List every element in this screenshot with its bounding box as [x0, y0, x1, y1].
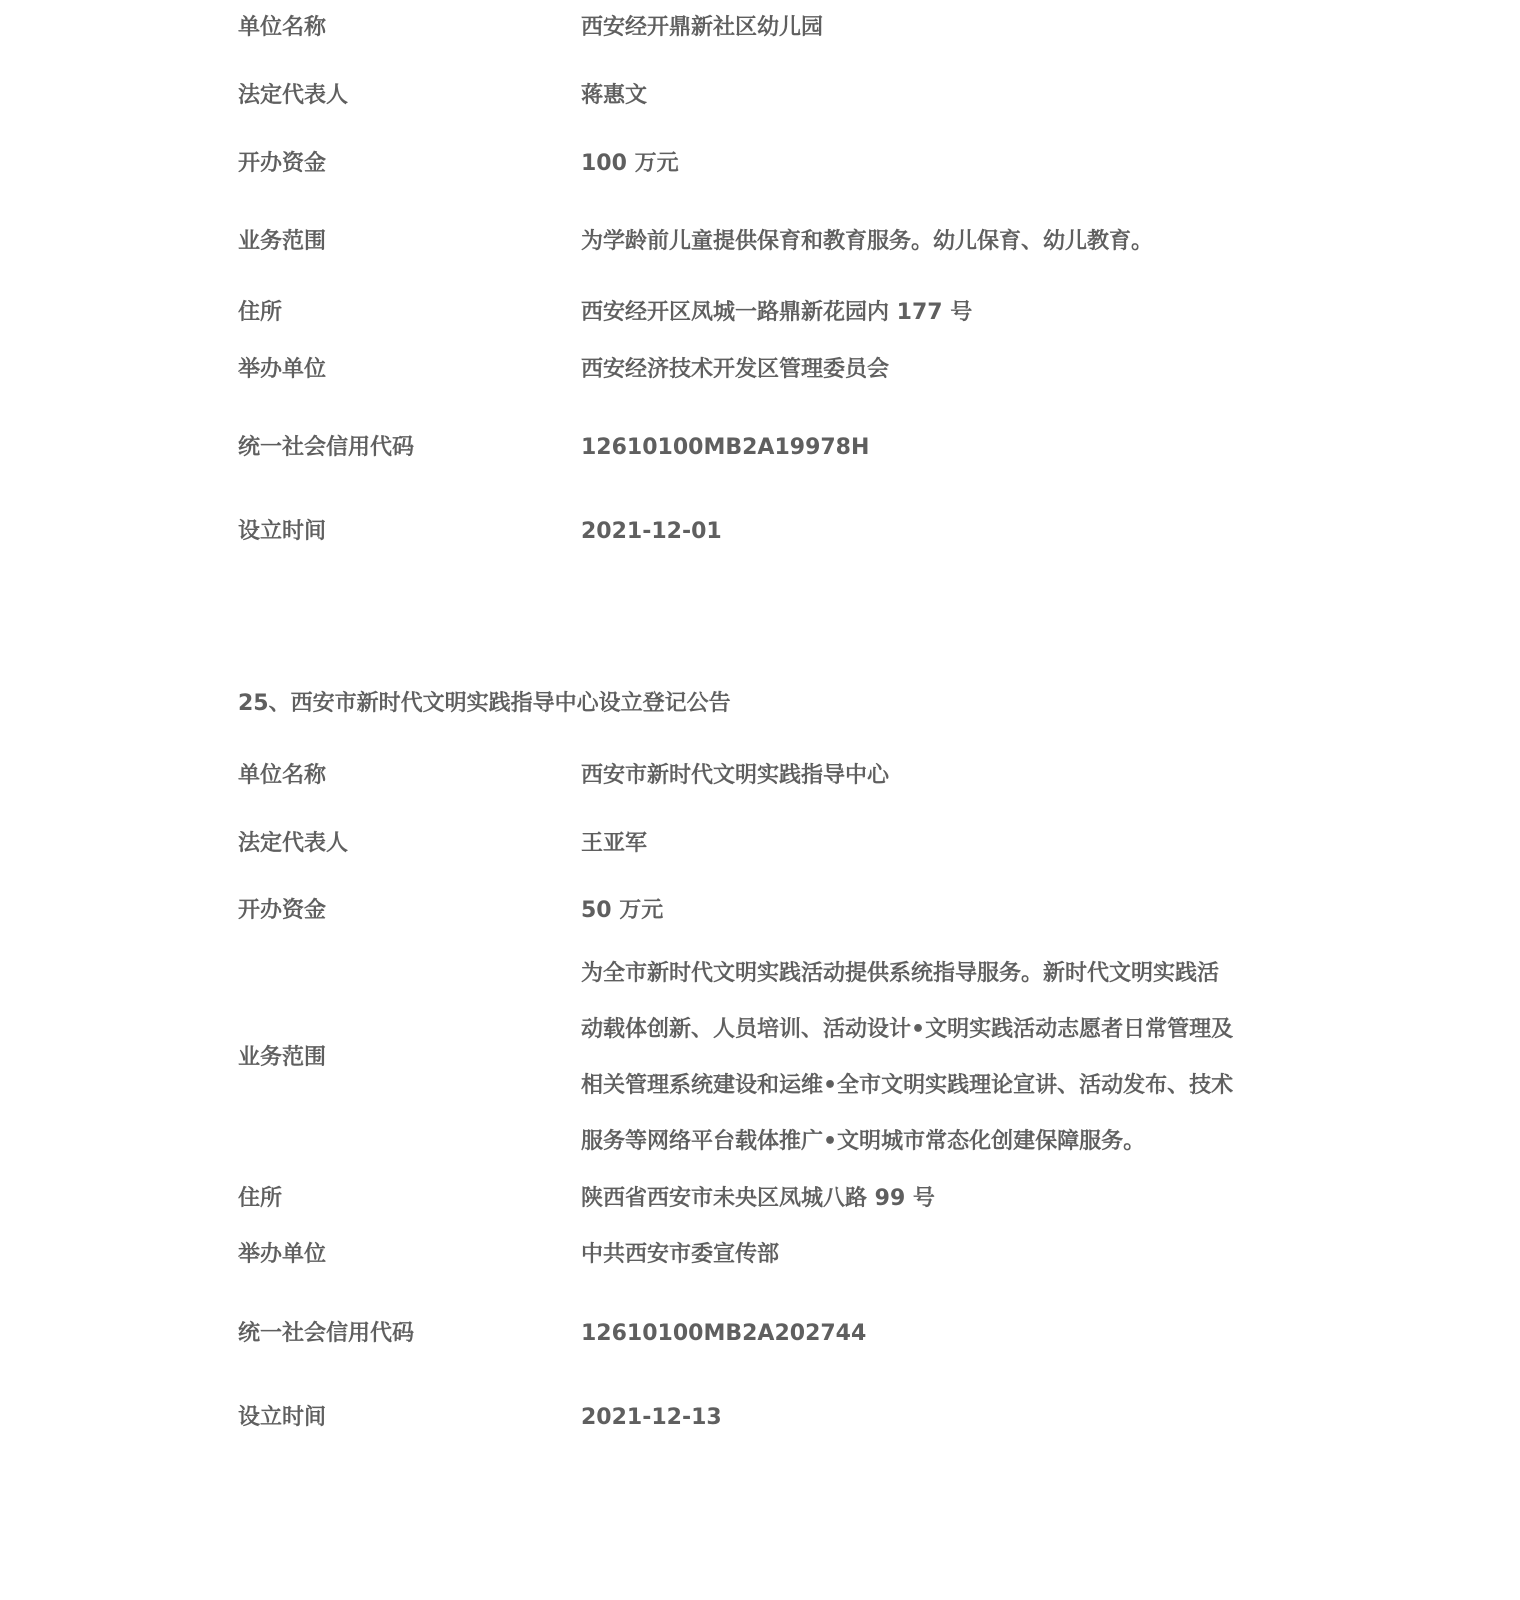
sponsor-value: 中共西安市委宣传部 — [581, 1242, 780, 1267]
address-value: 陕西省西安市未央区凤城八路 99 号 — [581, 1186, 935, 1211]
scope-label: 业务范围 — [238, 229, 327, 254]
legal-rep-value: 王亚军 — [581, 831, 648, 856]
credit-code-value: 12610100MB2A202744 — [581, 1321, 867, 1346]
credit-code-label: 统一社会信用代码 — [238, 1321, 415, 1346]
scope-line: 服务等网络平台载体推广•文明城市常态化创建保障服务。 — [581, 1129, 1146, 1154]
established-label: 设立时间 — [238, 1405, 327, 1430]
established-value: 2021-12-01 — [581, 519, 722, 544]
sponsor-label: 举办单位 — [238, 1242, 327, 1267]
funds-value: 100 万元 — [581, 151, 679, 176]
address-label: 住所 — [238, 1186, 283, 1211]
legal-rep-label: 法定代表人 — [238, 83, 349, 108]
unit-name-label: 单位名称 — [238, 15, 327, 40]
legal-rep-value: 蒋惠文 — [581, 83, 648, 108]
unit-name-value: 西安经开鼎新社区幼儿园 — [581, 15, 824, 40]
established-value: 2021-12-13 — [581, 1405, 722, 1430]
credit-code-label: 统一社会信用代码 — [238, 435, 415, 460]
established-label: 设立时间 — [238, 519, 327, 544]
unit-name-label: 单位名称 — [238, 763, 327, 788]
scope-label: 业务范围 — [238, 1045, 327, 1070]
scope-value: 为学龄前儿童提供保育和教育服务。幼儿保育、幼儿教育。 — [581, 229, 1154, 254]
sponsor-label: 举办单位 — [238, 357, 327, 382]
funds-label: 开办资金 — [238, 898, 327, 923]
address-label: 住所 — [238, 300, 283, 325]
unit-name-value: 西安市新时代文明实践指导中心 — [581, 763, 890, 788]
funds-label: 开办资金 — [238, 151, 327, 176]
scope-line: 为全市新时代文明实践活动提供系统指导服务。新时代文明实践活 — [581, 961, 1220, 986]
legal-rep-label: 法定代表人 — [238, 831, 349, 856]
funds-value: 50 万元 — [581, 898, 664, 923]
scope-line: 相关管理系统建设和运维•全市文明实践理论宣讲、活动发布、技术 — [581, 1073, 1234, 1098]
address-value: 西安经开区凤城一路鼎新花园内 177 号 — [581, 300, 973, 325]
scope-line: 动载体创新、人员培训、活动设计•文明实践活动志愿者日常管理及 — [581, 1017, 1234, 1042]
credit-code-value: 12610100MB2A19978H — [581, 435, 870, 460]
section-heading: 25、西安市新时代文明实践指导中心设立登记公告 — [238, 691, 731, 716]
sponsor-value: 西安经济技术开发区管理委员会 — [581, 357, 890, 382]
